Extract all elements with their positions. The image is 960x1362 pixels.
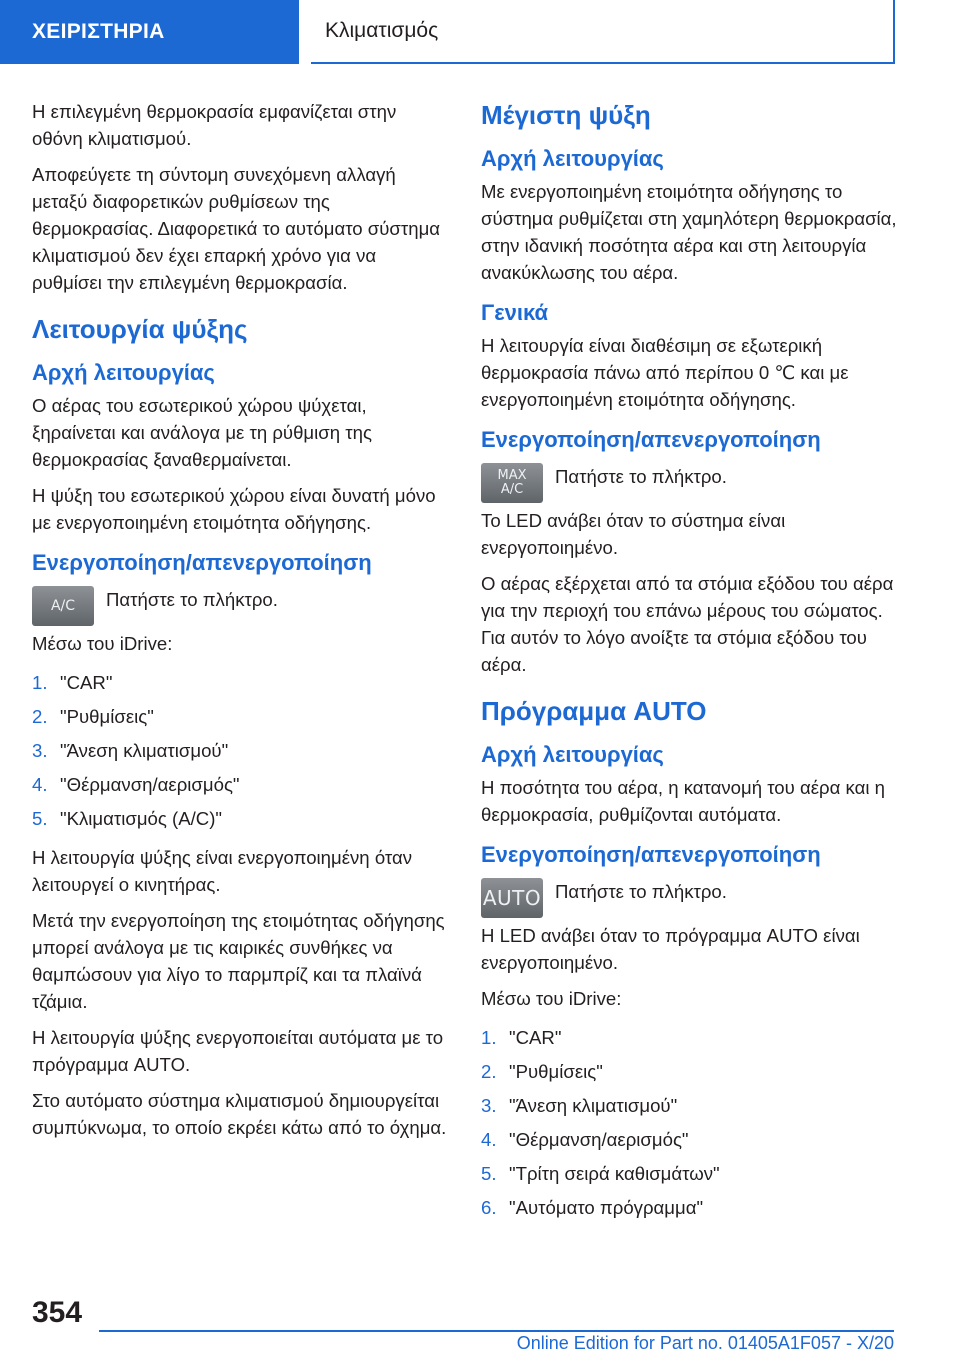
- via-idrive: Μέσω του iDrive:: [481, 988, 622, 1009]
- paragraph: Η λειτουργία είναι διαθέσιμη σε εξωτερική θερμοκρασία πάνω από περίπου 0 ℃ και με ενεργοποιημένη ετοιμότητα οδήγησης.: [481, 335, 849, 410]
- page-number: 354: [32, 1296, 83, 1329]
- press-instruction: Πατήστε το πλήκτρο.: [555, 881, 727, 902]
- step-number: 6.: [481, 1197, 497, 1218]
- heading-principle: Αρχή λειτουργίας: [481, 742, 664, 767]
- list-item: [32, 734, 450, 768]
- list-item: [32, 666, 450, 700]
- right-column: [481, 98, 899, 1233]
- step-text: "Θέρμανση/αερισμός": [60, 774, 240, 795]
- ac-button-label: A/C: [50, 598, 76, 614]
- footer-edition: Online Edition for Part no. 01405A1F057 - X/20: [516, 1333, 894, 1353]
- chapter-header: [311, 0, 895, 64]
- heading-on-off: Ενεργοποίηση/απενεργοποίηση: [481, 842, 821, 867]
- heading-on-off: Ενεργοποίηση/απενεργοποίηση: [481, 427, 821, 452]
- step-number: 5.: [32, 808, 48, 829]
- step-number: 2.: [32, 706, 48, 727]
- step-text: "Ρυθμίσεις": [509, 1061, 603, 1082]
- paragraph: Η ψύξη του εσωτερικού χώρου είναι δυνατή μόνο με ενεργοποιημένη ετοιμότητα οδήγησης.: [32, 485, 436, 533]
- step-text: "Τρίτη σειρά καθισμάτων": [509, 1163, 720, 1184]
- step-text: "Ρυθμίσεις": [60, 706, 154, 727]
- step-text: "Κλιματισμός (A/C)": [60, 808, 223, 829]
- list-item: [481, 1089, 899, 1123]
- max-ac-button-image: [481, 463, 543, 503]
- list-item: [481, 1021, 899, 1055]
- ac-button-image: [32, 586, 94, 626]
- left-column: [32, 98, 450, 1150]
- paragraph: Η επιλεγμένη θερμοκρασία εμφανίζεται στην οθόνη κλιματισμού.: [32, 101, 397, 149]
- list-item: [481, 1157, 899, 1191]
- max-ac-label-line2: A/C: [500, 482, 524, 497]
- heading-principle: Αρχή λειτουργίας: [481, 146, 664, 171]
- step-text: "Άνεση κλιματισμού": [60, 740, 229, 761]
- step-number: 2.: [481, 1061, 497, 1082]
- step-number: 1.: [32, 672, 48, 693]
- heading-principle: Αρχή λειτουργίας: [32, 360, 215, 385]
- chapter-title: Κλιματισμός: [325, 19, 439, 42]
- via-idrive: Μέσω του iDrive:: [32, 633, 173, 654]
- list-item: [32, 802, 450, 836]
- heading-on-off: Ενεργοποίηση/απενεργοποίηση: [32, 550, 372, 575]
- list-item: [481, 1055, 899, 1089]
- paragraph: Η λειτουργία ψύξης είναι ενεργοποιημένη όταν λειτουργεί ο κινητήρας.: [32, 847, 413, 895]
- paragraph: Με ενεργοποιημένη ετοιμότητα οδήγησης το σύστημα ρυθμίζεται στη χαμηλότερη θερμοκρασία, στην ιδανική ποσότητα αέρα και στη λειτουργία ανακύκλωσης του αέρα.: [481, 181, 897, 283]
- max-ac-button-row: [481, 463, 899, 503]
- auto-button-label: AUTO: [482, 886, 542, 910]
- step-number: 3.: [32, 740, 48, 761]
- list-item: [481, 1191, 899, 1225]
- list-item: [32, 768, 450, 802]
- paragraph: Ο αέρας εξέρχεται από τα στόμια εξόδου του αέρα για την περιοχή του επάνω μέρους του σώματος. Για αυτόν το λόγο ανοίξτε τα στόμια εξόδου του αέρα.: [481, 573, 894, 675]
- paragraph: Στο αυτόματο σύστημα κλιματισμού δημιουργείται συμπύκνωμα, το οποίο εκρέει κάτω από το όχημα.: [32, 1090, 447, 1138]
- step-number: 5.: [481, 1163, 497, 1184]
- led-note: Το LED ανάβει όταν το σύστημα είναι ενεργοποιημένο.: [481, 510, 786, 558]
- paragraph: Η ποσότητα του αέρα, η κατανομή του αέρα και η θερμοκρασία, ρυθμίζονται αυτόματα.: [481, 777, 885, 825]
- auto-button-row: [481, 878, 899, 918]
- step-number: 4.: [481, 1129, 497, 1150]
- step-text: "Αυτόματο πρόγραμμα": [509, 1197, 704, 1218]
- step-number: 1.: [481, 1027, 497, 1048]
- press-instruction: Πατήστε το πλήκτρο.: [106, 589, 278, 610]
- max-ac-label-line1: MAX: [497, 468, 527, 483]
- heading-cooling-function: Λειτουργία ψύξης: [32, 314, 248, 344]
- step-text: "Άνεση κλιματισμού": [509, 1095, 678, 1116]
- paragraph: Η λειτουργία ψύξης ενεργοποιείται αυτόματα με το πρόγραμμα AUTO.: [32, 1027, 444, 1075]
- auto-button-image: [481, 878, 543, 918]
- idrive-steps-list: [32, 666, 450, 836]
- paragraph: Ο αέρας του εσωτερικού χώρου ψύχεται, ξηραίνεται και ανάλογα με τη ρύθμιση της θερμοκρασίας ξαναθερμαίνεται.: [32, 395, 372, 470]
- step-text: "CAR": [509, 1027, 562, 1048]
- section-title: ΧΕΙΡΙΣΤΗΡΙΑ: [32, 20, 165, 43]
- ac-button-row: [32, 586, 450, 626]
- press-instruction: Πατήστε το πλήκτρο.: [555, 466, 727, 487]
- step-text: "Θέρμανση/αερισμός": [509, 1129, 689, 1150]
- list-item: [481, 1123, 899, 1157]
- step-text: "CAR": [60, 672, 113, 693]
- heading-max-cooling: Μέγιστη ψύξη: [481, 100, 651, 130]
- idrive-steps-list: [481, 1021, 899, 1225]
- section-tab: [0, 0, 299, 64]
- footer-divider: [99, 1330, 894, 1332]
- led-note: Η LED ανάβει όταν το πρόγραμμα AUTO είναι ενεργοποιημένο.: [481, 925, 860, 973]
- paragraph: Μετά την ενεργοποίηση της ετοιμότητας οδήγησης μπορεί ανάλογα με τις καιρικές συνθήκες να θαμπώσουν για λίγο το παρμπρίζ και τα πλαϊνά τζάμια.: [32, 910, 445, 1012]
- heading-general: Γενικά: [481, 300, 549, 325]
- paragraph: Αποφεύγετε τη σύντομη συνεχόμενη αλλαγή μεταξύ διαφορετικών ρυθμίσεων της θερμοκρασίας. Διαφορετικά το αυτόματο σύστημα κλιματισμού δεν έχει επαρκή χρόνο για να ρυθμίσει την επιλεγμένη θερμοκρασία.: [32, 164, 441, 293]
- step-number: 3.: [481, 1095, 497, 1116]
- list-item: [32, 700, 450, 734]
- heading-auto-program: Πρόγραμμα AUTO: [481, 696, 707, 726]
- step-number: 4.: [32, 774, 48, 795]
